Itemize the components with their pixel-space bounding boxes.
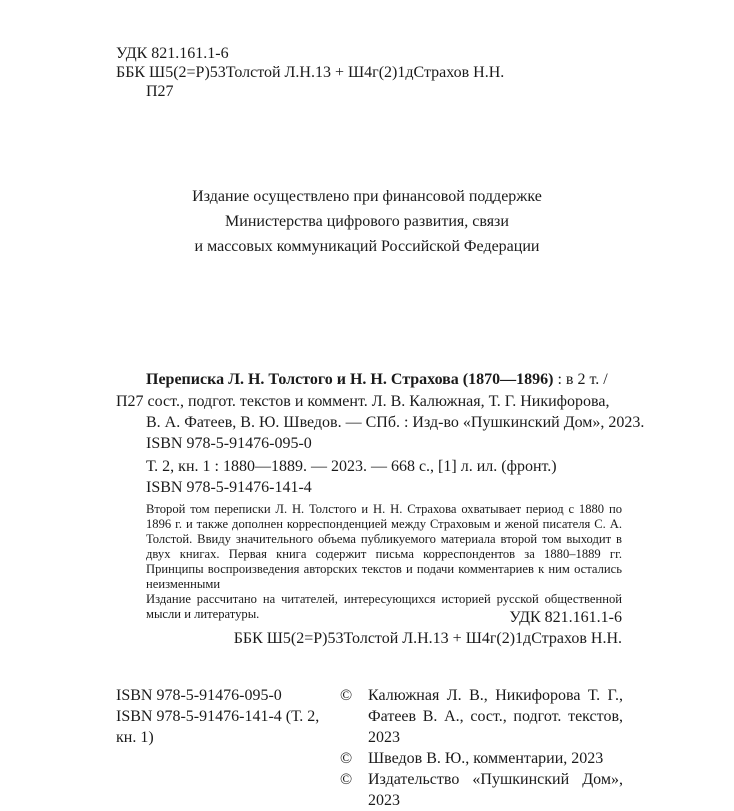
isbn-volume: ISBN 978-5-91476-141-4 — [146, 479, 312, 496]
bibliographic-line: П27 сост., подгот. текстов и коммент. Л. В. Калюжная, Т. Г. Никифорова, — [116, 393, 610, 410]
author-sign: П27 — [146, 83, 174, 100]
support-note-line: Министерства цифрового развития, связи — [225, 213, 509, 230]
bibliographic-line: В. А. Фатеев, В. Ю. Шведов. — СПб. : Изд-во «Пушкинский Дом», 2023. — [146, 414, 645, 431]
annotation-paragraph: Издание рассчитано на читателей, интересующихся историей русской общественной мысли и литературы. — [146, 592, 622, 621]
book-title-rest: : в 2 т. / — [553, 371, 608, 388]
annotation — [146, 502, 622, 622]
copyright-symbol: © — [340, 750, 353, 767]
copyright-symbol: © — [340, 687, 353, 704]
copyright-text: Шведов В. Ю., комментарии, 2023 — [368, 750, 604, 767]
bibliographic-title — [146, 369, 608, 391]
copyright-symbol: © — [340, 771, 353, 788]
udk-code-bottom: УДК 821.161.1-6 — [509, 609, 622, 626]
isbn-list-line: ISBN 978-5-91476-095-0 — [116, 687, 282, 704]
isbn-list-line: ISBN 978-5-91476-141-4 (Т. 2, — [116, 708, 320, 725]
copyright-text: Калюжная Л. В., Никифорова Т. Г., Фатеев В. А., сост., подгот. текстов, 2023 — [368, 687, 623, 746]
annotation-paragraph: Второй том переписки Л. Н. Толстого и Н. Н. Страхова охватывает период с 1880 по 1896 г. и также дополнен корреспонденцией между Страховым и женой писателя С. А. Толстой. Ввиду значительного объема публикуемого материала второй том выходит в двух книгах. Первая книга содержит письма корреспондентов за 1880–1889 гг. Принципы воспроизведения авторских текстов и подачи комментариев к ним остались неизменными — [146, 502, 622, 591]
isbn-list-line: кн. 1) — [116, 729, 154, 746]
isbn-set: ISBN 978-5-91476-095-0 — [146, 435, 312, 452]
copyright-text: Издательство «Пушкинский Дом», 2023 — [368, 771, 623, 809]
support-note-line: и массовых коммуникаций Российской Федерации — [194, 238, 540, 255]
copyright-row — [340, 685, 623, 748]
bbk-code: ББК Ш5(2=Р)53Толстой Л.Н.13 + Ш4г(2)1дСтрахов Н.Н. — [116, 64, 505, 81]
udk-code: УДК 821.161.1-6 — [116, 45, 229, 62]
copyright-row — [340, 769, 623, 811]
volume-description: Т. 2, кн. 1 : 1880—1889. — 2023. — 668 с., [1] л. ил. (фронт.) — [146, 458, 557, 475]
book-title: Переписка Л. Н. Толстого и Н. Н. Страхова (1870—1896) — [146, 371, 554, 388]
support-note-line: Издание осуществлено при финансовой поддержке — [192, 188, 542, 205]
bbk-code-bottom: ББК Ш5(2=Р)53Толстой Л.Н.13 + Ш4г(2)1дСтрахов Н.Н. — [233, 630, 622, 647]
copyright-row — [340, 748, 623, 769]
support-note — [0, 184, 734, 259]
copyright-block — [340, 685, 623, 811]
